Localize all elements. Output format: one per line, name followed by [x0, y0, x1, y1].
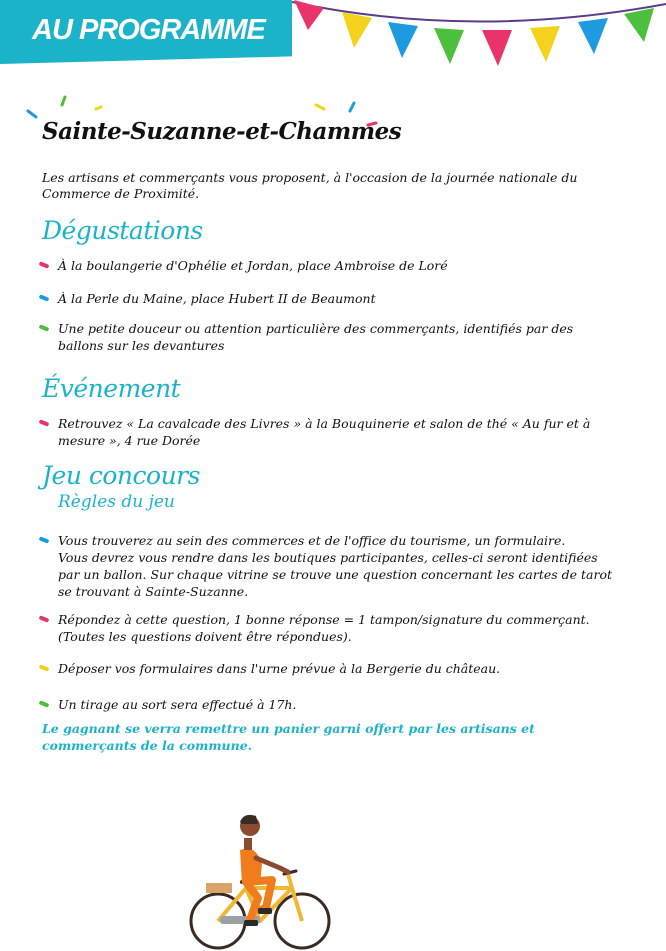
town-heading: Sainte-Suzanne-et-Chammes	[42, 118, 402, 145]
bullet-dash-icon	[39, 419, 50, 426]
bunting-flags-icon	[292, 0, 666, 72]
list-item: Déposer vos formulaires dans l'urne prévue à la Bergerie du château.	[58, 661, 501, 676]
intro-text: Les artisans et commerçants vous proposent, à l'occasion de la journée nationale du Commerce de Proximité.	[42, 170, 578, 201]
list-item: À la Perle du Maine, place Hubert II de Beaumont	[58, 291, 376, 306]
list-item	[58, 532, 618, 600]
bullet-dash-icon	[39, 664, 50, 671]
list-item: Un tirage au sort sera effectué à 17h.	[58, 697, 297, 712]
bullet-dash-icon	[39, 536, 50, 543]
section-title-jeu: Jeu concours	[42, 461, 200, 490]
bullet-dash-icon	[39, 261, 50, 268]
subsection-title-regles: Règles du jeu	[58, 492, 175, 512]
list-item: Répondez à cette question, 1 bonne réponse = 1 tampon/signature du commerçant. (Toutes les questions doivent être répondues).	[58, 612, 590, 644]
list-item: Une petite douceur ou attention particulière des commerçants, identifiés par des ballons sur les devantures	[58, 321, 574, 353]
page-title: AU PROGRAMME	[32, 14, 265, 46]
section-title-evenement: Événement	[42, 374, 181, 403]
winner-note: Le gagnant se verra remettre un panier garni offert par les artisans et commerçants de la commune.	[42, 721, 535, 753]
bullet-dash-icon	[39, 324, 50, 331]
list-item: Retrouvez « La cavalcade des Livres » à la Bouquinerie et salon de thé « Au fur et à mesure », 4 rue Dorée	[58, 416, 591, 448]
bullet-dash-icon	[39, 700, 50, 707]
list-item-line: Vous trouverez au sein des commerces et de l'office du tourisme, un formulaire.	[58, 533, 566, 548]
list-item-line: Vous devrez vous rendre dans les boutiques participantes, celles-ci seront identifiées par un ballon. Sur chaque vitrine se trouve une question concernant les cartes de tarot se trouvant à Sainte-Suzanne.	[58, 550, 613, 599]
cyclist-illustration-icon	[180, 808, 340, 951]
list-item: À la boulangerie d'Ophélie et Jordan, place Ambroise de Loré	[58, 258, 448, 273]
bullet-dash-icon	[39, 615, 50, 622]
section-title-degustations: Dégustations	[42, 216, 203, 245]
bullet-dash-icon	[39, 294, 50, 301]
